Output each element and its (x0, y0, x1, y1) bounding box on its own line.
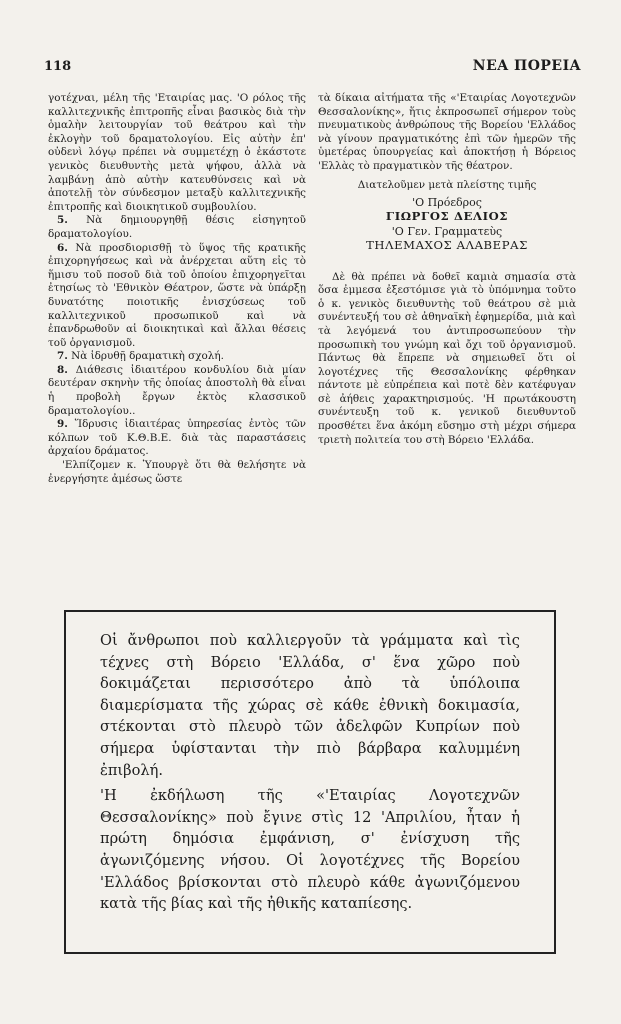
right-column (318, 92, 576, 447)
list-item (48, 214, 306, 241)
item-text: Νὰ δημιουργηθῇ θέσις εἰσηγητοῦ δραματολογίου. (48, 214, 306, 240)
item-number: 5. (57, 214, 68, 227)
item-number: 8. (57, 363, 68, 376)
item-number: 9. (57, 418, 68, 431)
secretary-title: 'Ο Γεν. Γραμματεὺς (391, 225, 503, 239)
page-header (44, 58, 581, 80)
paragraph-continuation: γοτέχναι, μέλη τῆς 'Εταιρίας μας. 'Ο ρόλος τῆς καλλιτεχνικῆς ἐπιτροπῆς εἶναι βασικὸς διὰ τὴν ὁμαλὴν λειτουργίαν τοῦ θεάτρου καὶ τὴν ἐκλογὴν τοῦ δραματολογίου. Εἰς αὐτὴν ἐπ' οὐδενὶ λόγῳ πρέπει νὰ συμμετέχῃ ὁ ἑκάστοτε γενικὸς διευθυντὴς μετὰ ψήφου, ἀλλὰ νὰ λαμβάνῃ ἀπὸ αὐτὴν κατευθύνσεις καὶ νὰ ἀποτελῇ τὸν σύνδεσμον μεταξὺ καλλιτεχνικῆς ἐπιτροπῆς καὶ διοικητικοῦ συμβουλίου. (48, 92, 306, 213)
item-text: Ἵδρυσις ἰδιαιτέρας ὑπηρεσίας ἐντὸς τῶν κόλπων τοῦ Κ.Θ.Β.Ε. διὰ τὰς παραστάσεις ἀρχαίου δράματος. (48, 418, 306, 458)
item-text: Διάθεσις ἰδιαιτέρου κονδυλίου διὰ μίαν δευτέραν σκηνὴν τῆς ὁποίας ἀποστολὴ θὰ εἶναι ἡ προβολὴ ἔργων ἐκτὸς κλασσικοῦ δραματολογίου.. (48, 363, 306, 417)
item-number: 7. (57, 350, 68, 363)
boxed-statement (64, 610, 556, 954)
commentary-paragraph: Δὲ θὰ πρέπει νὰ δοθεῖ καμιὰ σημασία στὰ ὅσα ἐμμεσα ἐξεστόμισε γιὰ τὸ ὑπόμνημα τοῦτο ὁ κ. γενικὸς διευθυντὴς τοῦ θεάτρου σὲ μιὰ συνέντευξή του σὲ ἀθηναϊκὴ ἐφημερίδα, μιὰ καὶ τὰ λεγόμενά του ἀντιπροσωπεύουν τὴν προσωπικὴ του γνώμη καὶ ὄχι τοῦ ὀργανισμοῦ. Πάντως θὰ ἔπρεπε νὰ σημειωθεῖ ὅτι οἱ λογοτέχνες τῆς Θεσσαλονίκης φέρθηκαν πάντοτε μὲ εὐπρέπεια καὶ ποτὲ δὲν κατέφυγαν σὲ ἀήθεις χαρακτηρισμούς. 'Η πρωτάκουστη συνέντευξη τοῦ κ. γενικοῦ διευθυντοῦ προσθέτει ἕνα ἀκόμη εὔσημο στὴ μέχρι σήμερα τριετὴ πολιτεία του στὴ Βόρειο 'Ελλάδα. (318, 270, 576, 446)
president-title: 'Ο Πρόεδρος (412, 196, 482, 210)
left-column (48, 92, 306, 486)
closing-formula: Διατελοῦμεν μετὰ πλείστης τιμῆς (357, 178, 537, 191)
item-number: 6. (57, 241, 68, 254)
list-item (48, 418, 306, 459)
box-paragraph-1: Οἱ ἄνθρωποι ποὺ καλλιεργοῦν τὰ γράμματα καὶ τὶς τέχνες στὴ Βόρειο 'Ελλάδα, σ' ἕνα χῶρο ποὺ δοκιμάζεται περισσότερο ἀπὸ τὰ ὑπόλοιπα διαμερίσματα τῆς χώρας σὲ κάθε ἐθνικὴ δοκιμασία, στέκονται στὸ πλευρὸ τῶν ἀδελφῶν Κυπρίων ποὺ σήμερα ὑφίστανται τὴν πιὸ βάρβαρα καλυμμένη ἐπιβολή. (100, 632, 520, 779)
item-text: Νὰ προσδιορισθῇ τὸ ὕψος τῆς κρατικῆς ἐπιχορηγήσεως καὶ νὰ ἀνέρχεται αὕτη εἰς τὸ ἥμισυ τοῦ ποσοῦ διὰ τοῦ ὁποίου ἐπιχορηγεῖται ἐτησίως τὸ 'Εθνικὸν Θέατρον, ὥστε νὰ ὑπάρξῃ δυνατότης ποιοτικῆς ἐνισχύσεως τοῦ καλλιτεχνικοῦ προσωπικοῦ καὶ νὰ ἐπανδρωθοῦν αἱ διοικητικαὶ καὶ ἄλλαι θέσεις τοῦ ὀργανισμοῦ. (48, 241, 306, 349)
page-number: 118 (44, 59, 72, 74)
closing-paragraph: 'Ελπίζομεν κ. Ὑπουργὲ ὅτι θὰ θελήσητε νὰ ἐνεργήσητε ἀμέσως ὥστε (48, 459, 306, 485)
journal-title: ΝΕΑ ΠΟΡΕΙΑ (472, 58, 581, 74)
box-paragraph-2: 'Η ἐκδήλωση τῆς «'Εταιρίας Λογοτεχνῶν Θεσσαλονίκης» ποὺ ἔγινε στὶς 12 'Απριλίου, ἦταν ἡ πρώτη δημόσια ἐμφάνιση, σ' ἐνίσχυση τῆς ἀγωνιζόμενης νήσου. Οἱ λογοτέχνες τῆς Βορείου 'Ελλάδος βρίσκονται στὸ πλευρὸ κάθε ἀγωνιζόμενου κατὰ τῆς βίας καὶ τῆς ἠθικῆς καταπίεσης. (100, 787, 520, 913)
item-text: Νὰ ἱδρυθῇ δραματικὴ σχολή. (71, 350, 224, 363)
secretary-name: ΤΗΛΕΜΑΧΟΣ ΑΛΑΒΕΡΑΣ (366, 237, 528, 252)
list-item (48, 364, 306, 418)
paragraph-continuation: τὰ δίκαια αἰτήματα τῆς «'Εταιρίας Λογοτεχνῶν Θεσσαλονίκης», ἥτις ἐκπροσωπεῖ σήμερον τοὺς πνευματικοὺς ἀνθρώπους τῆς Βορείου 'Ελλάδος νὰ γίνουν πραγματικότης ἐπὶ τῶν ἡμερῶν τῆς ὑμετέρας ὑπουργείας καὶ ἀποκτήσῃ ἡ Βόρειος 'Ελλὰς τὸ πραγματικὸν τῆς θέατρον. (318, 92, 576, 172)
president-name: ΓΙΩΡΓΟΣ ΔΕΛΙΟΣ (385, 208, 509, 223)
list-item (48, 350, 306, 364)
list-item (48, 242, 306, 351)
